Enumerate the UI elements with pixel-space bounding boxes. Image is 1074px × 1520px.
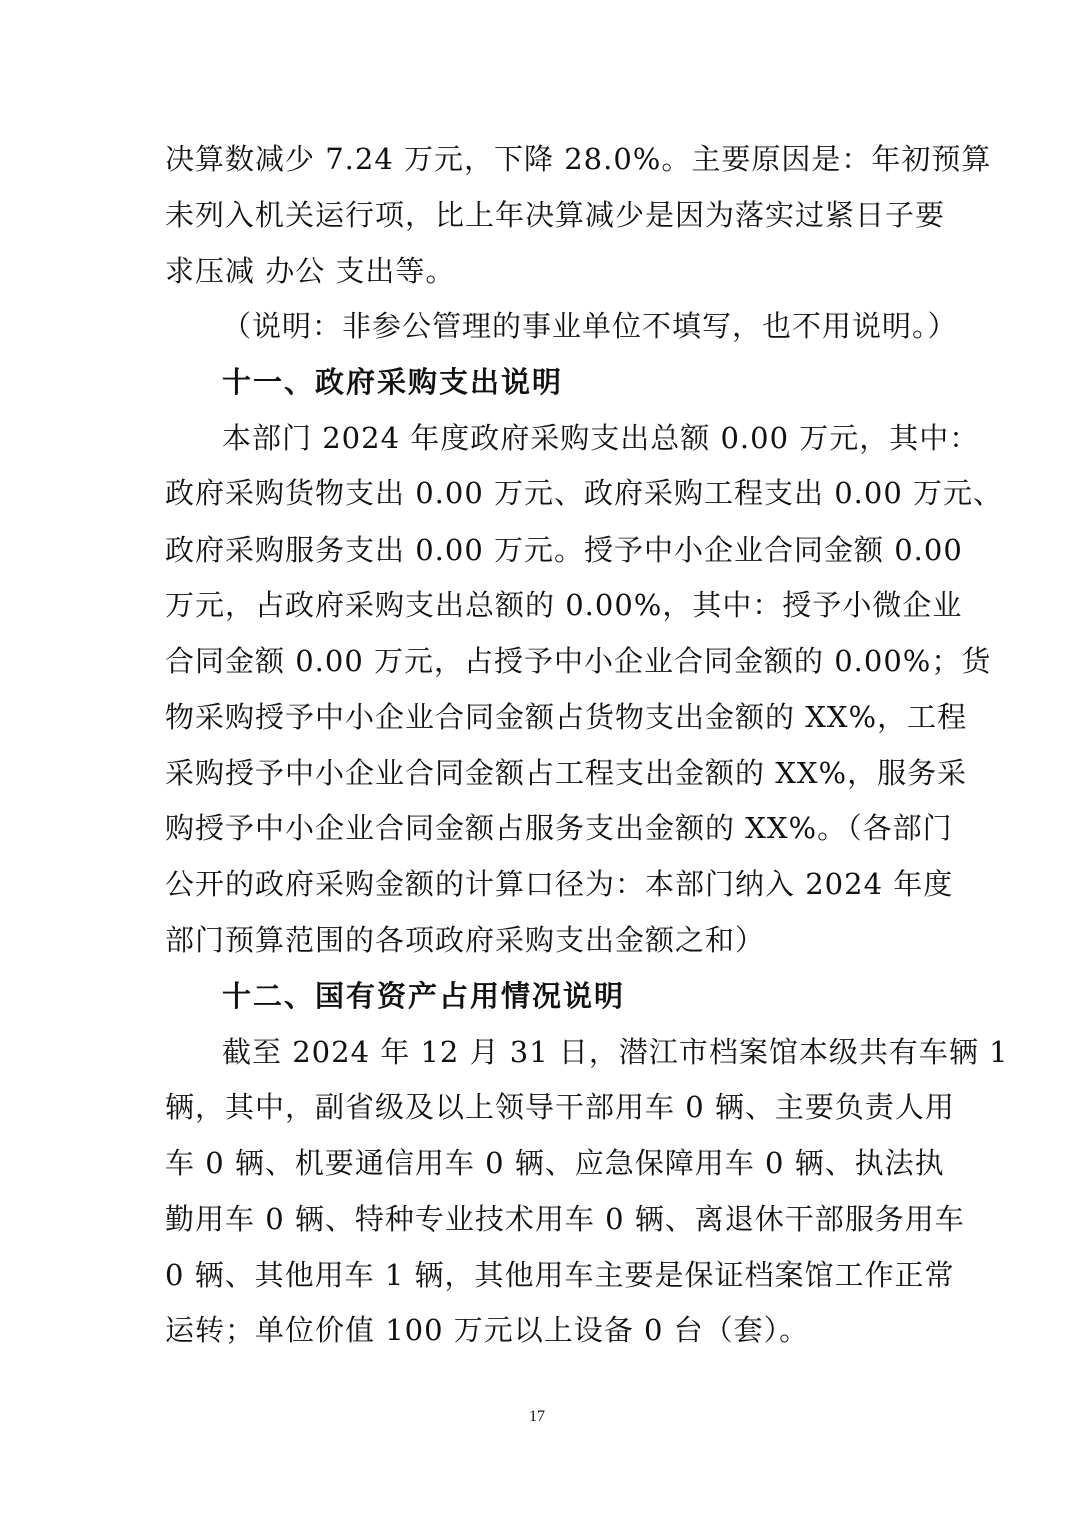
paragraph-line: 万元，占政府采购支出总额的 0.00%，其中：授予小微企业	[165, 588, 963, 622]
paragraph-line: 购授予中小企业合同金额占服务支出金额的 XX%。（各部门	[165, 811, 953, 845]
paragraph-line: 辆，其中，副省级及以上领导干部用车 0 辆、主要负责人用	[165, 1090, 955, 1124]
paragraph-line: 运转；单位价值 100 万元以上设备 0 台（套）。	[165, 1313, 810, 1347]
paragraph-line: 采购授予中小企业合同金额占工程支出金额的 XX%，服务采	[165, 756, 968, 790]
note-line: （说明：非参公管理的事业单位不填写，也不用说明。）	[222, 309, 958, 343]
paragraph-line: 公开的政府采购金额的计算口径为：本部门纳入 2024 年度	[165, 867, 954, 901]
paragraph-line: 车 0 辆、机要通信用车 0 辆、应急保障用车 0 辆、执法执	[165, 1146, 945, 1180]
paragraph-line: 合同金额 0.00 万元，占授予中小企业合同金额的 0.00%；货	[165, 644, 992, 678]
section-heading-12: 十二、国有资产占用情况说明	[222, 979, 626, 1013]
paragraph-line: 物采购授予中小企业合同金额占货物支出金额的 XX%，工程	[165, 700, 968, 734]
paragraph-line: 求压减 办公 支出等。	[165, 254, 456, 288]
paragraph-line: 政府采购货物支出 0.00 万元、政府采购工程支出 0.00 万元、	[165, 476, 1004, 510]
paragraph-line: 未列入机关运行项，比上年决算减少是因为落实过紧日子要	[165, 198, 946, 232]
paragraph-line: 截至 2024 年 12 月 31 日，潜江市档案馆本级共有车辆 1	[222, 1035, 1009, 1069]
paragraph-line: 0 辆、其他用车 1 辆，其他用车主要是保证档案馆工作正常	[165, 1258, 955, 1292]
paragraph-line: 勤用车 0 辆、特种专业技术用车 0 辆、离退休干部服务用车	[165, 1202, 965, 1236]
paragraph-line: 政府采购服务支出 0.00 万元。授予中小企业合同金额 0.00	[165, 533, 963, 567]
page-number: 17	[529, 1408, 545, 1425]
paragraph-line: 决算数减少 7.24 万元，下降 28.0%。主要原因是：年初预算	[165, 142, 992, 176]
paragraph-line: 部门预算范围的各项政府采购支出金额之和）	[165, 923, 766, 957]
paragraph-line: 本部门 2024 年度政府采购支出总额 0.00 万元，其中：	[222, 421, 980, 455]
section-heading-11: 十一、政府采购支出说明	[222, 365, 564, 399]
